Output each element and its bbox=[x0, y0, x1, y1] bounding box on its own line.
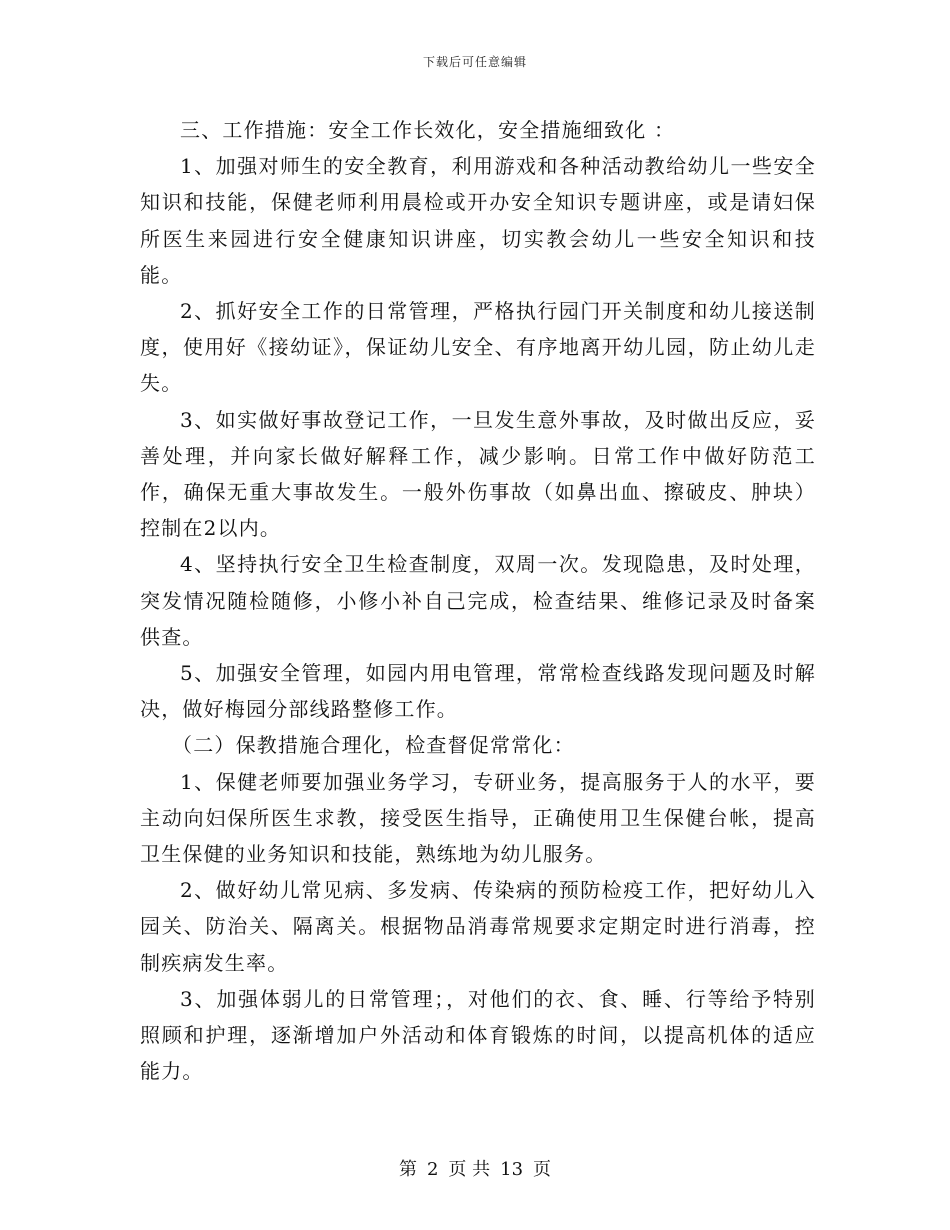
header-note: 下载后可任意编辑 bbox=[422, 55, 527, 69]
paragraph-section-two-heading: （二）保教措施合理化，检查督促常常化： bbox=[172, 733, 575, 758]
footer-middle: 页 共 bbox=[448, 1159, 491, 1180]
paragraph-health-teacher: 1、保健老师要加强业务学习，专研业务，提高服务于人的水平，要主动向妇保所医生求教，接受医生指导，正确使用卫生保健台帐，提高卫生保健的业务知识和技能，熟练地为幼儿服务。 bbox=[140, 769, 816, 867]
footer-suffix: 页 bbox=[533, 1159, 552, 1180]
page-footer bbox=[0, 1155, 950, 1181]
paragraph-daily-management: 2、抓好安全工作的日常管理，严格执行园门开关制度和幼儿接送制度，使用好《接幼证》，保证幼儿安全、有序地离开幼儿园，防止幼儿走失。 bbox=[140, 299, 816, 396]
paragraph-weak-children: 3、加强体弱儿的日常管理；，对他们的衣、食、睡、行等给予特别照顾和护理，逐渐增加户外活动和体育锻炼的时间，以提高机体的适应能力。 bbox=[140, 986, 816, 1084]
paragraph-safety-management: 5、加强安全管理，如园内用电管理，常常检查线路发现问题及时解决，做好梅园分部线路整修工作。 bbox=[140, 661, 816, 722]
footer-page-number: 2 bbox=[426, 1159, 439, 1180]
paragraph-disease-prevention: 2、做好幼儿常见病、多发病、传染病的预防检疫工作，把好幼儿入园关、防治关、隔离关。根据物品消毒常规要求定期定时进行消毒，控制疾病发生率。 bbox=[140, 878, 816, 975]
paragraph-safety-education: 1、加强对师生的安全教育，利用游戏和各种活动教给幼儿一些安全知识和技能，保健老师利用晨检或开办安全知识专题讲座，或是请妇保所医生来园进行安全健康知识讲座，切实教会幼儿一些安全知识和技能。 bbox=[140, 154, 816, 287]
paragraph-inspection-system: 4、坚持执行安全卫生检查制度，双周一次。发现隐患，及时处理，突发情况随检随修，小修小补自己完成，检查结果、维修记录及时备案供查。 bbox=[140, 552, 816, 649]
footer-prefix: 第 bbox=[398, 1159, 417, 1180]
paragraph-accident-registration: 3、如实做好事故登记工作，一旦发生意外事故，及时做出反应，妥善处理，并向家长做好解释工作，减少影响。日常工作中做好防范工作，确保无重大事故发生。一般外伤事故（如鼻出血、擦破皮、肿块）控制在2以内。 bbox=[140, 407, 816, 541]
footer-total-pages: 13 bbox=[500, 1159, 524, 1180]
paragraph-heading-measures: 三、工作措施：安全工作长效化，安全措施细致化 ： bbox=[180, 118, 676, 142]
document-body bbox=[140, 112, 816, 1089]
